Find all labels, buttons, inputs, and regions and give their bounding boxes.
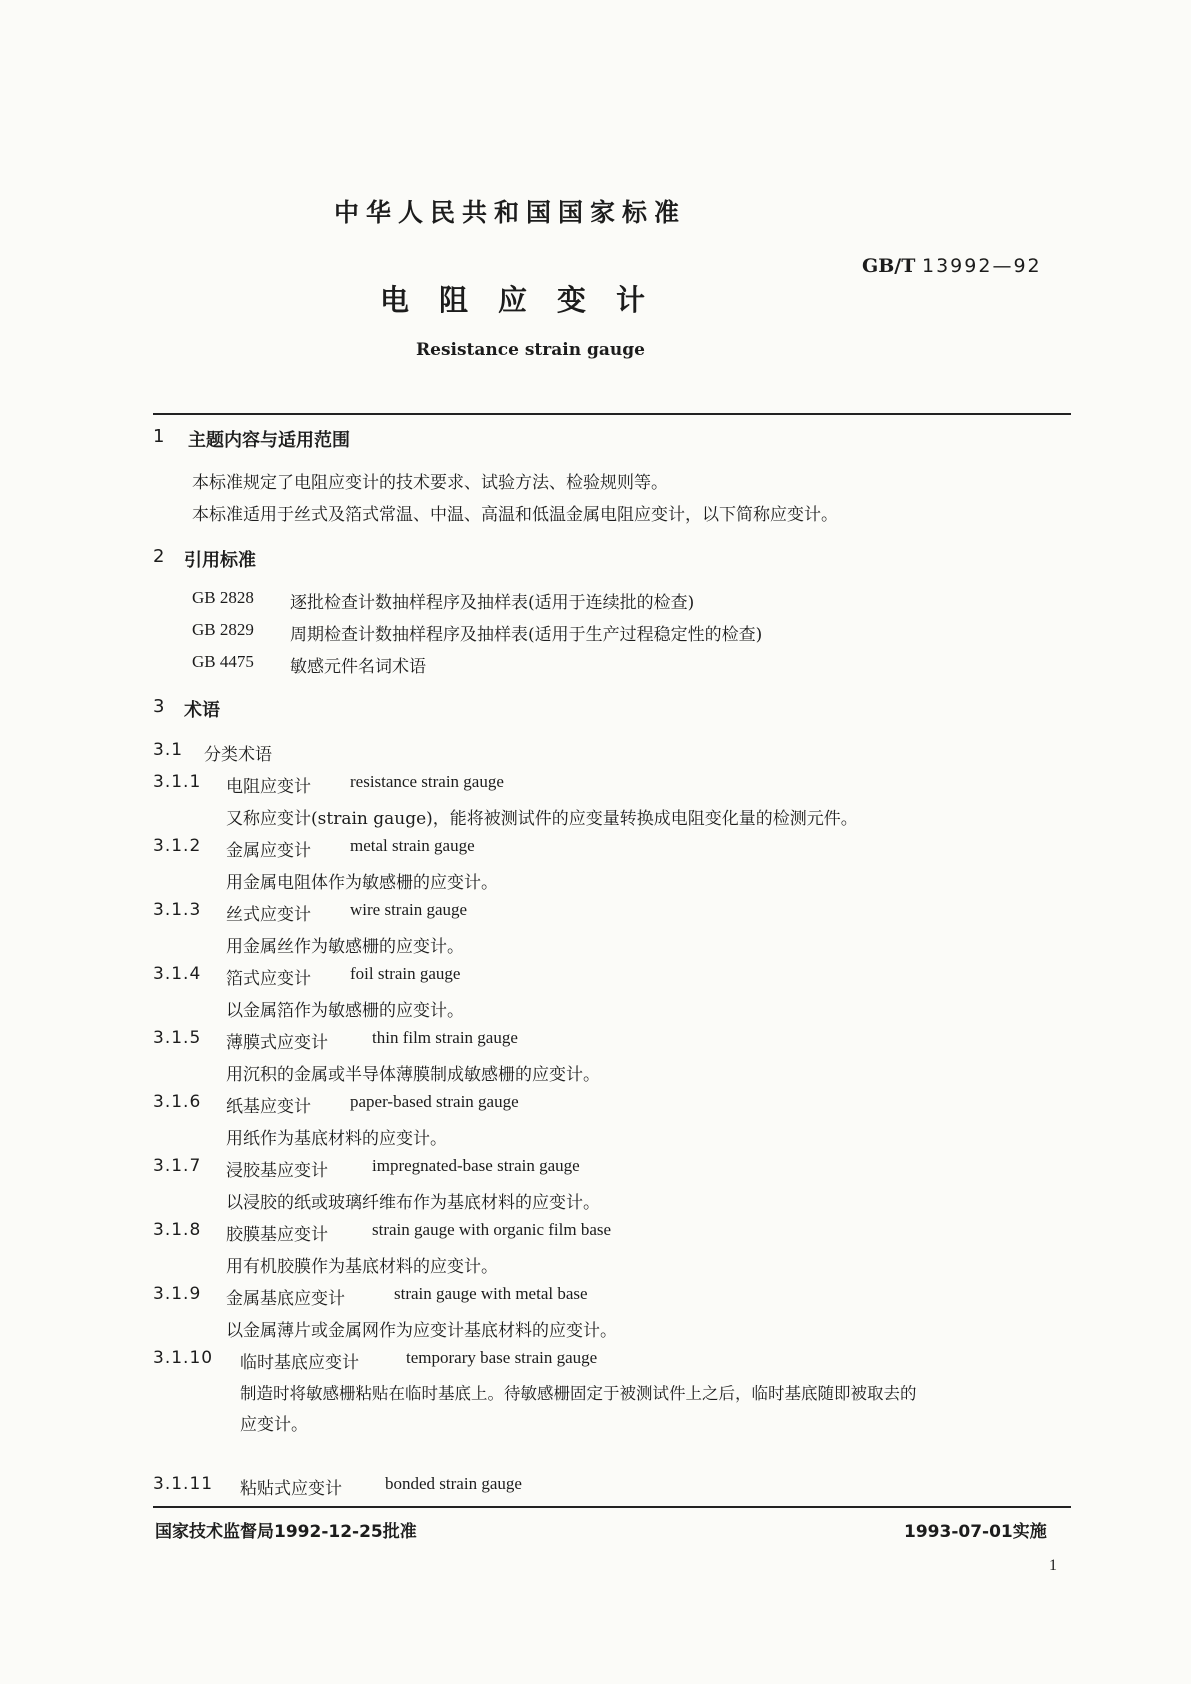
term-en: temporary base strain gauge: [406, 1348, 598, 1367]
term-definition: 以金属箔作为敏感栅的应变计。: [226, 1001, 464, 1021]
term-number: 3.1.11: [153, 1474, 214, 1494]
term-cn: 金属基底应变计: [226, 1289, 345, 1309]
standard-number: [862, 255, 1042, 277]
term-number: 3.1.5: [153, 1028, 202, 1048]
ref-code: GB 2828: [192, 588, 254, 607]
section-1-para-2: 本标准适用于丝式及箔式常温、中温、高温和低温金属电阻应变计，以下简称应变计。: [192, 505, 838, 525]
page-number: 1: [1049, 1557, 1057, 1574]
term-definition: 以金属薄片或金属网作为应变计基底材料的应变计。: [226, 1321, 617, 1341]
term-en: thin film strain gauge: [372, 1028, 518, 1047]
term-en: wire strain gauge: [350, 900, 468, 919]
term-definition: 用金属电阻体作为敏感栅的应变计。: [226, 873, 498, 893]
term-number: 3.1.1: [153, 772, 202, 792]
term-cn: 浸胶基应变计: [226, 1161, 328, 1181]
ref-title: 逐批检查计数抽样程序及抽样表(适用于连续批的检查): [290, 593, 695, 613]
term-number: 3.1.10: [153, 1348, 214, 1368]
standard-code: 13992—92: [922, 255, 1042, 277]
term-number: 3.1.2: [153, 836, 202, 856]
section-3-title: 术语: [184, 700, 220, 721]
country-standard-heading: 中华人民共和国国家标准: [334, 198, 687, 227]
term-number: 3.1.7: [153, 1156, 202, 1176]
footer-divider: [153, 1506, 1071, 1508]
document-title: 电阻应变计: [380, 283, 676, 317]
term-en: strain gauge with organic film base: [372, 1220, 612, 1239]
section-2-number: 2: [153, 546, 165, 567]
term-number: 3.1.8: [153, 1220, 202, 1240]
effective-date: 1993-07-01实施: [904, 1522, 1047, 1542]
ref-code: GB 4475: [192, 652, 254, 671]
document-subtitle-en: Resistance strain gauge: [416, 340, 645, 360]
term-cn: 临时基底应变计: [240, 1353, 359, 1373]
term-definition: 用有机胶膜作为基底材料的应变计。: [226, 1257, 498, 1277]
header-divider: [153, 413, 1071, 415]
term-definition: 制造时将敏感栅粘贴在临时基底上。待敏感栅固定于被测试件上之后，临时基底随即被取去的: [240, 1384, 917, 1403]
standard-prefix: GB/T: [862, 255, 916, 277]
term-number: 3.1.9: [153, 1284, 202, 1304]
subsection-title: 分类术语: [204, 745, 272, 765]
term-cn: 薄膜式应变计: [226, 1033, 328, 1053]
term-definition: 又称应变计(strain gauge)，能将被测试件的应变量转换成电阻变化量的检测元件。: [226, 809, 858, 829]
term-en: impregnated-base strain gauge: [372, 1156, 580, 1175]
section-1-para-1: 本标准规定了电阻应变计的技术要求、试验方法、检验规则等。: [192, 473, 668, 493]
term-number: 3.1.6: [153, 1092, 202, 1112]
term-definition: 以浸胶的纸或玻璃纤维布作为基底材料的应变计。: [226, 1193, 600, 1213]
section-3-number: 3: [153, 696, 165, 717]
approval-date: 国家技术监督局1992-12-25批准: [155, 1522, 417, 1542]
term-en: metal strain gauge: [350, 836, 475, 855]
term-definition-continued: 应变计。: [240, 1415, 308, 1435]
section-1-title: 主题内容与适用范围: [188, 430, 350, 451]
term-en: resistance strain gauge: [350, 772, 504, 791]
term-cn: 金属应变计: [226, 841, 311, 861]
term-cn: 纸基应变计: [226, 1097, 311, 1117]
term-number: 3.1.4: [153, 964, 202, 984]
section-2-title: 引用标准: [184, 550, 256, 571]
term-cn: 粘贴式应变计: [240, 1479, 342, 1499]
term-en: strain gauge with metal base: [394, 1284, 588, 1303]
term-definition: 用金属丝作为敏感栅的应变计。: [226, 937, 464, 957]
term-number: 3.1.3: [153, 900, 202, 920]
term-cn: 胶膜基应变计: [226, 1225, 328, 1245]
ref-code: GB 2829: [192, 620, 254, 639]
ref-title: 敏感元件名词术语: [290, 657, 426, 677]
term-cn: 箔式应变计: [226, 969, 311, 989]
term-definition: 用纸作为基底材料的应变计。: [226, 1129, 447, 1149]
term-en: paper-based strain gauge: [350, 1092, 519, 1111]
term-definition: 用沉积的金属或半导体薄膜制成敏感栅的应变计。: [226, 1065, 600, 1085]
subsection-number: 3.1: [153, 740, 184, 760]
section-1-number: 1: [153, 426, 165, 447]
term-en: bonded strain gauge: [385, 1474, 522, 1493]
term-cn: 丝式应变计: [226, 905, 311, 925]
term-cn: 电阻应变计: [226, 777, 311, 797]
ref-title: 周期检查计数抽样程序及抽样表(适用于生产过程稳定性的检查): [290, 625, 763, 645]
term-en: foil strain gauge: [350, 964, 461, 983]
